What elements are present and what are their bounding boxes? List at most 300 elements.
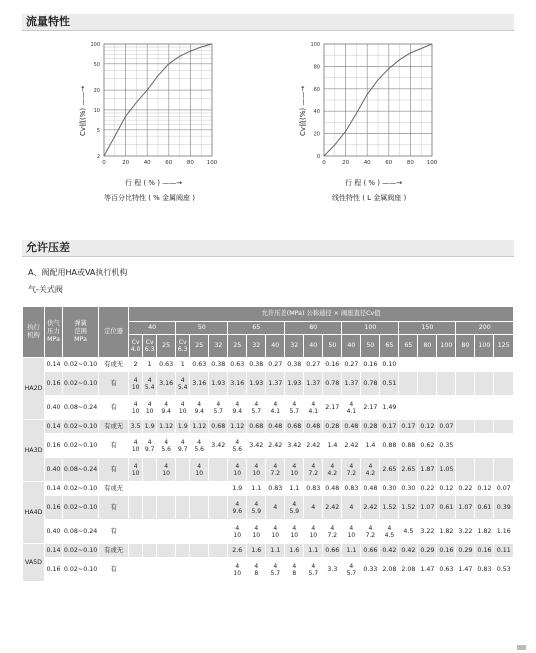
cell-value: 4 10 — [228, 558, 247, 582]
cell-value: 0.48 — [304, 420, 323, 434]
cell-value: 4 10 — [157, 458, 176, 482]
header-dn: 50 — [176, 322, 228, 335]
cell-value: 1 — [176, 358, 190, 372]
cell-value: 3.16 — [190, 372, 209, 396]
cell-value: 4 10 — [176, 396, 190, 420]
cell-value: 3.42 — [247, 434, 266, 458]
cell-value: 4 4.1 — [304, 396, 323, 420]
cell-value: 3.5 — [129, 420, 143, 434]
cell-air: 0.40 — [45, 396, 63, 420]
cell-value: 0.83 — [304, 482, 323, 496]
cell-value: 1.47 — [418, 558, 437, 582]
cell-pos: 有 — [99, 458, 129, 482]
cell-value: 0.38 — [247, 358, 266, 372]
cell-value: 1.6 — [247, 544, 266, 558]
cell-value: 1.93 — [209, 372, 228, 396]
cell-pos: 有 — [99, 396, 129, 420]
cell-value — [399, 358, 418, 372]
cell-value: 0.11 — [494, 544, 514, 558]
cell-actuator: HA4D — [23, 482, 45, 544]
cell-value: 4 5.7 — [247, 396, 266, 420]
header-spring-range: 弹簧 范围 MPa — [63, 307, 99, 358]
cell-value: 0.27 — [304, 358, 323, 372]
cell-value: 2.6 — [228, 544, 247, 558]
header-seat: 32 — [247, 335, 266, 358]
header-seat: 25 — [157, 335, 176, 358]
cell-value — [475, 358, 494, 372]
cell-actuator: HA2D — [23, 358, 45, 420]
cell-value: 1.12 — [228, 420, 247, 434]
cell-value: 2.17 — [361, 396, 380, 420]
cell-air: 0.40 — [45, 458, 63, 482]
cell-value — [129, 496, 143, 520]
header-seat: 65 — [399, 335, 418, 358]
cell-value: 0.83 — [266, 482, 285, 496]
cell-value: 1.1 — [342, 544, 361, 558]
cell-value: 4 4.1 — [342, 396, 361, 420]
chart2-xlabel: 行 程 ( % ) ——→ — [345, 179, 403, 187]
cell-value — [143, 520, 157, 544]
chart2-caption: 线性特性 ( L 金属阀座 ) — [332, 194, 407, 202]
cell-value: 0.16 — [323, 358, 342, 372]
cell-value — [143, 458, 157, 482]
cell-value: 1.9 — [143, 420, 157, 434]
cell-value — [437, 358, 456, 372]
cell-actuator: VA5D — [23, 544, 45, 582]
cell-value: 4 7.2 — [266, 458, 285, 482]
cell-value — [190, 482, 209, 496]
cell-value — [176, 482, 190, 496]
cell-value — [143, 544, 157, 558]
cell-value — [176, 544, 190, 558]
cell-pos: 有 — [99, 372, 129, 396]
cell-value — [494, 358, 514, 372]
cell-value: 4 7.2 — [361, 520, 380, 544]
cell-value: 0.28 — [323, 420, 342, 434]
header-dn: 100 — [342, 322, 399, 335]
x-tick-label: 100 — [426, 160, 438, 166]
cell-spring: 0.08~0.24 — [63, 396, 99, 420]
cell-value: 4 10 — [304, 520, 323, 544]
cell-value — [157, 496, 176, 520]
cell-value: 4 10 — [285, 520, 304, 544]
y-tick-label: 0 — [316, 154, 320, 160]
cell-value: 0.16 — [475, 544, 494, 558]
cell-value: 3.22 — [418, 520, 437, 544]
header-actuator: 执行 机构 — [23, 307, 45, 358]
cell-value: 4 5.9 — [285, 496, 304, 520]
cell-value: 4 9.4 — [190, 396, 209, 420]
cell-value: 4 9.7 — [143, 434, 157, 458]
cell-value — [209, 482, 228, 496]
allowed-pressure-table — [22, 306, 514, 582]
cell-value — [129, 482, 143, 496]
cell-value: 1.4 — [323, 434, 342, 458]
cell-value: 0.35 — [437, 434, 456, 458]
chart1-caption: 等百分比特性 ( % 金属阀座 ) — [104, 194, 196, 202]
cell-value: 0.07 — [494, 482, 514, 496]
table-row — [23, 482, 514, 496]
y-tick-label: 5 — [96, 127, 100, 134]
cell-value: 0.68 — [209, 420, 228, 434]
cell-value: 1.37 — [342, 372, 361, 396]
page-corner-mark — [517, 645, 526, 650]
x-tick-label: 60 — [165, 160, 173, 166]
x-tick-label: 100 — [206, 160, 218, 166]
header-dn: 150 — [399, 322, 456, 335]
cell-pos: 有 — [99, 434, 129, 458]
cell-value: 1.37 — [266, 372, 285, 396]
cell-value: 0.42 — [399, 544, 418, 558]
cell-air: 0.16 — [45, 434, 63, 458]
x-tick-label: 40 — [143, 160, 151, 166]
cell-value: 0.29 — [456, 544, 475, 558]
cell-value: 4 4.2 — [323, 458, 342, 482]
cell-value — [190, 544, 209, 558]
table-row — [23, 458, 514, 482]
cell-value: 0.88 — [380, 434, 399, 458]
table-row — [23, 396, 514, 420]
cell-value — [209, 520, 228, 544]
cell-value — [418, 358, 437, 372]
cell-value: 1.4 — [361, 434, 380, 458]
cell-value — [157, 558, 176, 582]
cell-value: 1.1 — [247, 482, 266, 496]
y-tick-label: 40 — [313, 109, 320, 116]
cell-value: 4 5.6 — [157, 434, 176, 458]
cell-value: 0.68 — [285, 420, 304, 434]
cell-value — [494, 396, 514, 420]
cell-value: 1.52 — [399, 496, 418, 520]
cell-value: 0.29 — [418, 544, 437, 558]
cell-value: 1.93 — [247, 372, 266, 396]
cell-spring: 0.08~0.24 — [63, 458, 99, 482]
table-row — [23, 558, 514, 582]
cell-pos: 有或无 — [99, 482, 129, 496]
table-row — [23, 496, 514, 520]
cell-value — [190, 496, 209, 520]
cell-value: 0.17 — [380, 420, 399, 434]
cell-spring: 0.02~0.10 — [63, 434, 99, 458]
cell-pos: 有 — [99, 496, 129, 520]
cell-value: 4 9.6 — [228, 496, 247, 520]
y-tick-label: 20 — [93, 88, 100, 95]
cell-pos: 有或无 — [99, 544, 129, 558]
subtitle-air-close: 气-关式阀 — [28, 285, 63, 294]
header-title: 允许压差(MPa) 公称通径 × 阀座直径Cv值 — [129, 307, 514, 322]
cell-value: 0.16 — [361, 358, 380, 372]
cell-value: 4 10 — [143, 396, 157, 420]
y-tick-label: 10 — [93, 107, 100, 114]
cell-air: 0.14 — [45, 544, 63, 558]
cell-value: 2.42 — [266, 434, 285, 458]
chart1-xlabel: 行 程 ( % ) ——→ — [125, 179, 183, 187]
cell-value: 1.52 — [380, 496, 399, 520]
header-seat: Cv 6.3 — [176, 335, 190, 358]
cell-value: 0.88 — [399, 434, 418, 458]
cell-value — [418, 372, 437, 396]
cell-value — [129, 544, 143, 558]
cell-pos: 有或无 — [99, 358, 129, 372]
cell-value: 3.42 — [285, 434, 304, 458]
header-seat: 65 — [380, 335, 399, 358]
cell-value — [209, 558, 228, 582]
chart2-ylabel: Cv值(%) ——→ — [299, 85, 307, 136]
cell-value: 4 5.4 — [143, 372, 157, 396]
cell-air: 0.16 — [45, 496, 63, 520]
cell-value — [190, 520, 209, 544]
cell-value — [143, 482, 157, 496]
cell-value — [437, 372, 456, 396]
cell-value: 4 9.4 — [157, 396, 176, 420]
cell-value: 2.65 — [380, 458, 399, 482]
cell-spring: 0.02~0.10 — [63, 544, 99, 558]
cell-air: 0.14 — [45, 358, 63, 372]
cell-value — [475, 372, 494, 396]
cell-value: 4 7.2 — [304, 458, 323, 482]
cell-spring: 0.02~0.10 — [63, 558, 99, 582]
cell-spring: 0.02~0.10 — [63, 420, 99, 434]
cell-value: 0.30 — [399, 482, 418, 496]
cell-value: 4.5 — [399, 520, 418, 544]
cell-value: 0.28 — [361, 420, 380, 434]
cell-pos: 有 — [99, 520, 129, 544]
cell-value: 4 10 — [266, 520, 285, 544]
x-tick-label: 80 — [186, 160, 194, 166]
cell-value: 2.42 — [342, 434, 361, 458]
cell-value — [456, 372, 475, 396]
cell-value: 1.6 — [285, 544, 304, 558]
cell-value — [209, 496, 228, 520]
header-dn: 200 — [456, 322, 514, 335]
cell-air: 0.14 — [45, 482, 63, 496]
cell-value: 2.65 — [399, 458, 418, 482]
cell-value — [209, 458, 228, 482]
cell-value: 0.27 — [266, 358, 285, 372]
cell-value — [209, 544, 228, 558]
cell-value — [176, 520, 190, 544]
cell-value: 1.1 — [285, 482, 304, 496]
cell-value: 1.05 — [437, 458, 456, 482]
x-tick-label: 0 — [102, 160, 106, 166]
cell-value: 4 5.7 — [285, 396, 304, 420]
cell-value: 1.37 — [304, 372, 323, 396]
cell-value: 4 5.4 — [176, 372, 190, 396]
cell-value: 0.48 — [361, 482, 380, 496]
cell-value: 0.07 — [437, 420, 456, 434]
section-flow-characteristics: 流量特性 — [22, 14, 514, 31]
cell-value: 4 10 — [190, 458, 209, 482]
header-air-pressure: 供气 压力 MPa — [45, 307, 63, 358]
y-tick-label: 2 — [96, 154, 100, 160]
cell-value: 1 — [143, 358, 157, 372]
cell-actuator: HA3D — [23, 420, 45, 482]
cell-value: 4 9.7 — [176, 434, 190, 458]
cell-value: 1.93 — [285, 372, 304, 396]
cell-value: 0.48 — [266, 420, 285, 434]
x-tick-label: 80 — [406, 160, 414, 166]
cell-value: 4 10 — [247, 458, 266, 482]
cell-value: 4 5.6 — [228, 434, 247, 458]
cell-air: 0.16 — [45, 372, 63, 396]
cell-value: 0.61 — [475, 496, 494, 520]
cell-value: 0.83 — [475, 558, 494, 582]
cell-value: 0.53 — [494, 558, 514, 582]
y-tick-label: 80 — [313, 64, 320, 71]
cell-pos: 有或无 — [99, 420, 129, 434]
cell-value: 2.17 — [323, 396, 342, 420]
cell-value: 2.42 — [323, 496, 342, 520]
cell-spring: 0.02~0.10 — [63, 372, 99, 396]
cell-value: 4 10 — [247, 520, 266, 544]
cell-value: 0.17 — [399, 420, 418, 434]
cell-value: 2.08 — [380, 558, 399, 582]
x-tick-label: 0 — [322, 160, 326, 166]
cell-value: 0.62 — [418, 434, 437, 458]
cell-value: 1.87 — [418, 458, 437, 482]
cell-value — [143, 558, 157, 582]
header-seat: 40 — [266, 335, 285, 358]
cell-value: 4 4.1 — [266, 396, 285, 420]
cell-value: 4 — [342, 496, 361, 520]
cell-value: 4 5.7 — [304, 558, 323, 582]
section-allowed-pressure: 允许压差 — [22, 240, 514, 257]
x-tick-label: 20 — [342, 160, 350, 166]
cell-value: 0.38 — [285, 358, 304, 372]
cell-value: 0.48 — [323, 482, 342, 496]
y-tick-label: 50 — [93, 61, 100, 68]
cell-value: 0.39 — [494, 496, 514, 520]
subtitle-actuator: A、阀配用HA或VA执行机构 — [28, 268, 128, 277]
cell-value — [418, 396, 437, 420]
cell-value: 0.68 — [247, 420, 266, 434]
cell-value: 0.38 — [209, 358, 228, 372]
cell-value — [494, 372, 514, 396]
table-row — [23, 520, 514, 544]
cell-value: 3.16 — [228, 372, 247, 396]
cell-value: 0.27 — [342, 358, 361, 372]
cell-spring: 0.08~0.24 — [63, 520, 99, 544]
header-seat: 50 — [323, 335, 342, 358]
cell-air: 0.16 — [45, 558, 63, 582]
cell-value — [129, 520, 143, 544]
header-seat: 32 — [209, 335, 228, 358]
cell-value — [129, 558, 143, 582]
cell-value: 0.63 — [190, 358, 209, 372]
cell-value: 2.42 — [304, 434, 323, 458]
cell-pos: 有 — [99, 558, 129, 582]
cell-value: 4 10 — [129, 434, 143, 458]
cell-value: 4 4.2 — [361, 458, 380, 482]
cell-value — [456, 458, 475, 482]
cell-value — [437, 396, 456, 420]
cell-value: 0.63 — [228, 358, 247, 372]
table-row — [23, 372, 514, 396]
cell-value: 1.49 — [380, 396, 399, 420]
cell-spring: 0.02~0.10 — [63, 482, 99, 496]
cell-value: 2.42 — [361, 496, 380, 520]
cell-value: 4 10 — [228, 458, 247, 482]
cell-value — [176, 558, 190, 582]
cell-value — [456, 434, 475, 458]
cell-value: 0.12 — [418, 420, 437, 434]
cell-value: 1.07 — [456, 496, 475, 520]
cell-value: 4 10 — [129, 372, 143, 396]
cell-value: 4 10 — [129, 396, 143, 420]
x-tick-label: 60 — [385, 160, 393, 166]
cell-value: 0.63 — [157, 358, 176, 372]
cell-value: 4 5.7 — [266, 558, 285, 582]
cell-value: 1.9 — [228, 482, 247, 496]
cell-value — [176, 458, 190, 482]
cell-value: 0.61 — [437, 496, 456, 520]
cell-value: 0.16 — [437, 544, 456, 558]
cell-value: 0.83 — [342, 482, 361, 496]
cell-value: 4 9.4 — [228, 396, 247, 420]
cell-value: 0.30 — [380, 482, 399, 496]
cell-value — [157, 520, 176, 544]
cell-value: 4 8 — [247, 558, 266, 582]
cell-value: 4 — [266, 496, 285, 520]
cell-value: 0.12 — [437, 482, 456, 496]
cell-value: 4 10 — [342, 520, 361, 544]
cell-value — [475, 458, 494, 482]
header-dn: 40 — [129, 322, 176, 335]
y-tick-label: 60 — [313, 86, 320, 93]
cell-value — [399, 372, 418, 396]
cell-value: 4 — [304, 496, 323, 520]
cell-value: 1.1 — [304, 544, 323, 558]
y-tick-label: 20 — [313, 131, 320, 138]
cell-value: 4 8 — [285, 558, 304, 582]
cell-value — [494, 434, 514, 458]
cell-value: 2.08 — [399, 558, 418, 582]
cell-value: 0.78 — [361, 372, 380, 396]
y-tick-label: 100 — [310, 42, 320, 48]
cell-value: 0.22 — [418, 482, 437, 496]
cell-value: 3.42 — [209, 434, 228, 458]
cell-value — [494, 458, 514, 482]
header-dn: 80 — [285, 322, 342, 335]
cell-value — [456, 396, 475, 420]
cell-value — [475, 396, 494, 420]
cell-value: 1.1 — [266, 544, 285, 558]
linear-chart — [300, 38, 460, 208]
cell-value — [157, 482, 176, 496]
cell-value — [475, 420, 494, 434]
cell-value: 4 5.6 — [190, 434, 209, 458]
cell-value: 1.12 — [157, 420, 176, 434]
header-dn: 65 — [228, 322, 285, 335]
cell-value — [475, 434, 494, 458]
header-seat: 125 — [494, 335, 514, 358]
cell-value — [157, 544, 176, 558]
equal-percentage-chart — [80, 38, 240, 208]
cell-value: 3.16 — [157, 372, 176, 396]
cell-value: 4 5.7 — [209, 396, 228, 420]
cell-value: 4 7.2 — [323, 520, 342, 544]
cell-value: 2 — [129, 358, 143, 372]
cell-value — [399, 396, 418, 420]
header-seat: Cv 6.3 — [143, 335, 157, 358]
cell-value: 1.82 — [475, 520, 494, 544]
cell-value: 0.42 — [380, 544, 399, 558]
header-seat: 100 — [437, 335, 456, 358]
cell-value: 3.22 — [456, 520, 475, 544]
header-seat: 80 — [456, 335, 475, 358]
header-seat: 32 — [285, 335, 304, 358]
table-row — [23, 434, 514, 458]
